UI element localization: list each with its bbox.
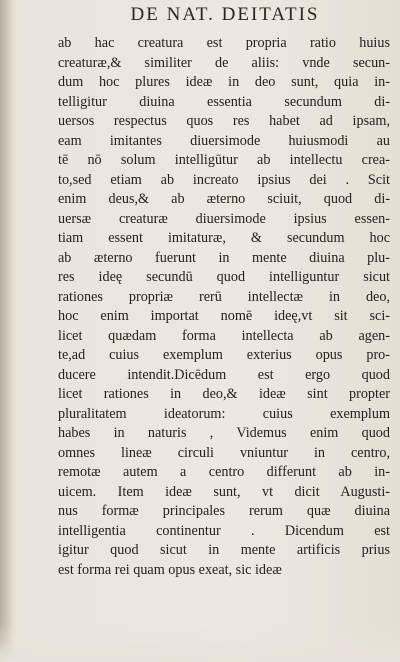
text-line: to,sed etiam ab increato ipsius dei . Scit: [58, 171, 390, 188]
text-line: rationes propriæ rerū intellectæ in deo,: [58, 288, 390, 305]
page-bottom-margin: [0, 622, 400, 662]
text-line: licet quædam forma intellecta ab agen-: [58, 327, 390, 344]
text-line: nus formæ principales rerum quæ diuina: [58, 503, 390, 519]
text-line: te,ad cuius exemplum exterius opus pro-: [58, 347, 390, 363]
text-line: res ideę secundū quod intelliguntur sicut: [58, 269, 390, 285]
text-line: ab æterno fuerunt in mente diuina plu-: [58, 249, 390, 266]
running-header: DE NAT. DEITATIS: [130, 4, 320, 25]
text-line: intelligentia continentur . Dicendum est: [58, 522, 390, 539]
text-line: eam imitantes diuersimode huiusmodi au: [58, 132, 390, 149]
text-line: ducere intendit.Dicēdum est ergo quod: [58, 366, 390, 383]
text-line: hoc enim importat nomē ideę,vt sit sci-: [58, 308, 390, 324]
text-line: igitur quod sicut in mente artificis prius: [58, 542, 390, 558]
text-line: tiam essent imitaturæ, & secundum hoc: [58, 230, 390, 246]
text-line: uersæ creaturæ diuersimode ipsius essen-: [58, 210, 390, 227]
text-line: telligitur diuina essentia secundum di-: [58, 93, 390, 110]
text-line: pluralitatem ideatorum: cuius exemplum: [58, 405, 390, 422]
text-line: tē nō solum intelligūtur ab intellectu crea-: [58, 152, 390, 168]
text-line: dum hoc plures ideæ in deo sunt, quia in-: [58, 74, 390, 90]
text-line: creaturæ,& similiter de aliis: vnde secun-: [58, 54, 390, 71]
text-line: omnes lineæ circuli vniuntur in centro,: [58, 444, 390, 461]
text-line: enim deus,& ab æterno sciuit, quod di-: [58, 191, 390, 207]
body-text: [58, 34, 390, 580]
text-line: remotæ autem a centro differunt ab in-: [58, 464, 390, 480]
text-line: uicem. Item ideæ sunt, vt dicit Augusti-: [58, 483, 390, 500]
gutter-shadow: [0, 0, 14, 662]
text-line: licet rationes in deo,& ideæ sint propter: [58, 386, 390, 402]
text-line: est forma rei quam opus exeat, sic ideæ: [58, 561, 282, 578]
text-line: ab hac creatura est propria ratio huius: [58, 35, 390, 51]
text-line: uersos respectus quos res habet ad ipsam,: [58, 113, 390, 129]
text-line: habes in naturis , Videmus enim quod: [58, 425, 390, 441]
